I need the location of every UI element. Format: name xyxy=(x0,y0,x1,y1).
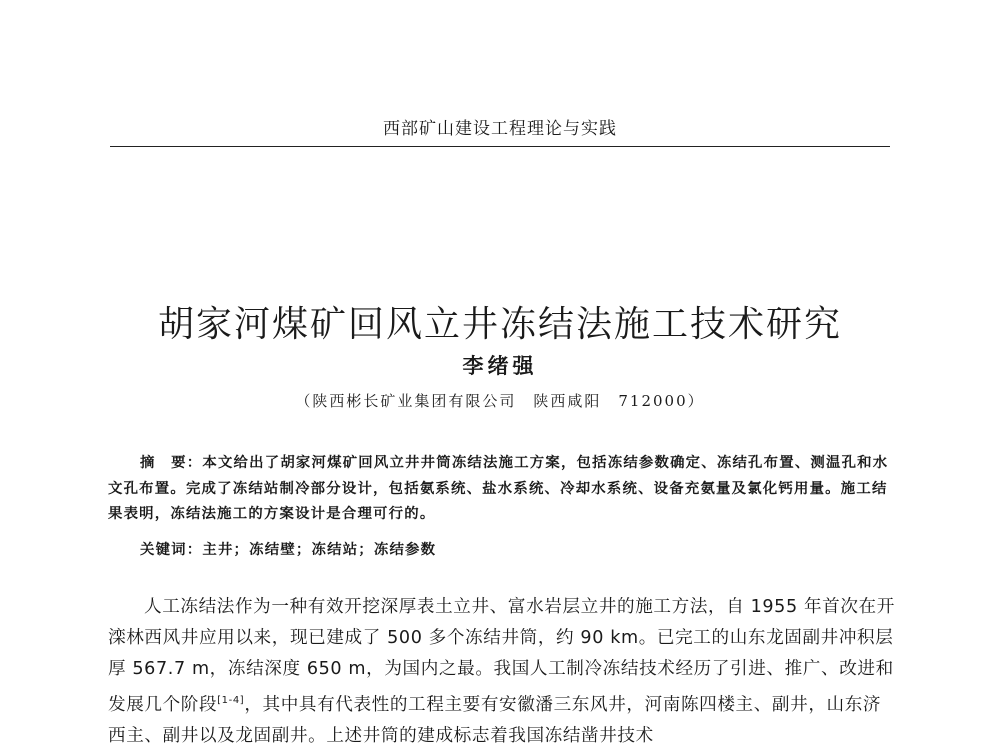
keywords xyxy=(140,538,894,559)
keywords-text: 主井；冻结壁；冻结站；冻结参数 xyxy=(202,541,437,558)
journal-header xyxy=(110,112,890,147)
author-name: 李绪强 xyxy=(462,353,538,378)
body-text-part-1: 人工冻结法作为一种有效开挖深厚表土立井、富水岩层立井的施工方法，自 1955 年首次在开滦林西风井应用以来，现已建成了 500 多个冻结井筒，约 90 km。已完工的山东龙固副井冲积层厚 567.7 m，冻结深度 650 m，为国内之最。我国人工制冷冻结技术经历了引进、推广、改进和发展几个阶段 xyxy=(108,597,895,715)
keywords-label: 关键词： xyxy=(140,542,203,558)
journal-header-text: 西部矿山建设工程理论与实践 xyxy=(383,119,617,139)
body-paragraph xyxy=(108,592,898,752)
abstract-text: 本文给出了胡家河煤矿回风立井井筒冻结法施工方案，包括冻结参数确定、冻结孔布置、测温孔和水文孔布置。完成了冻结站制冷部分设计，包括氨系统、盐水系统、冷却水系统、设备充氨量及氯化钙用量。施工结果表明，冻结法施工的方案设计是合理可行的。 xyxy=(108,454,889,522)
citation-ref: [1-4] xyxy=(217,695,245,706)
author-affiliation: （陕西彬长矿业集团有限公司 陕西咸阳 712000） xyxy=(295,392,705,410)
abstract-label: 摘 要： xyxy=(140,455,203,471)
body-text-part-2: ，其中具有代表性的工程主要有安徽潘三东风井，河南陈四楼主、副井，山东济西主、副井以及龙固副井。上述井筒的建成标志着我国冻结凿井技术 xyxy=(108,694,882,746)
abstract xyxy=(108,450,894,526)
paper-title: 胡家河煤矿回风立井冻结法施工技术研究 xyxy=(157,304,842,346)
